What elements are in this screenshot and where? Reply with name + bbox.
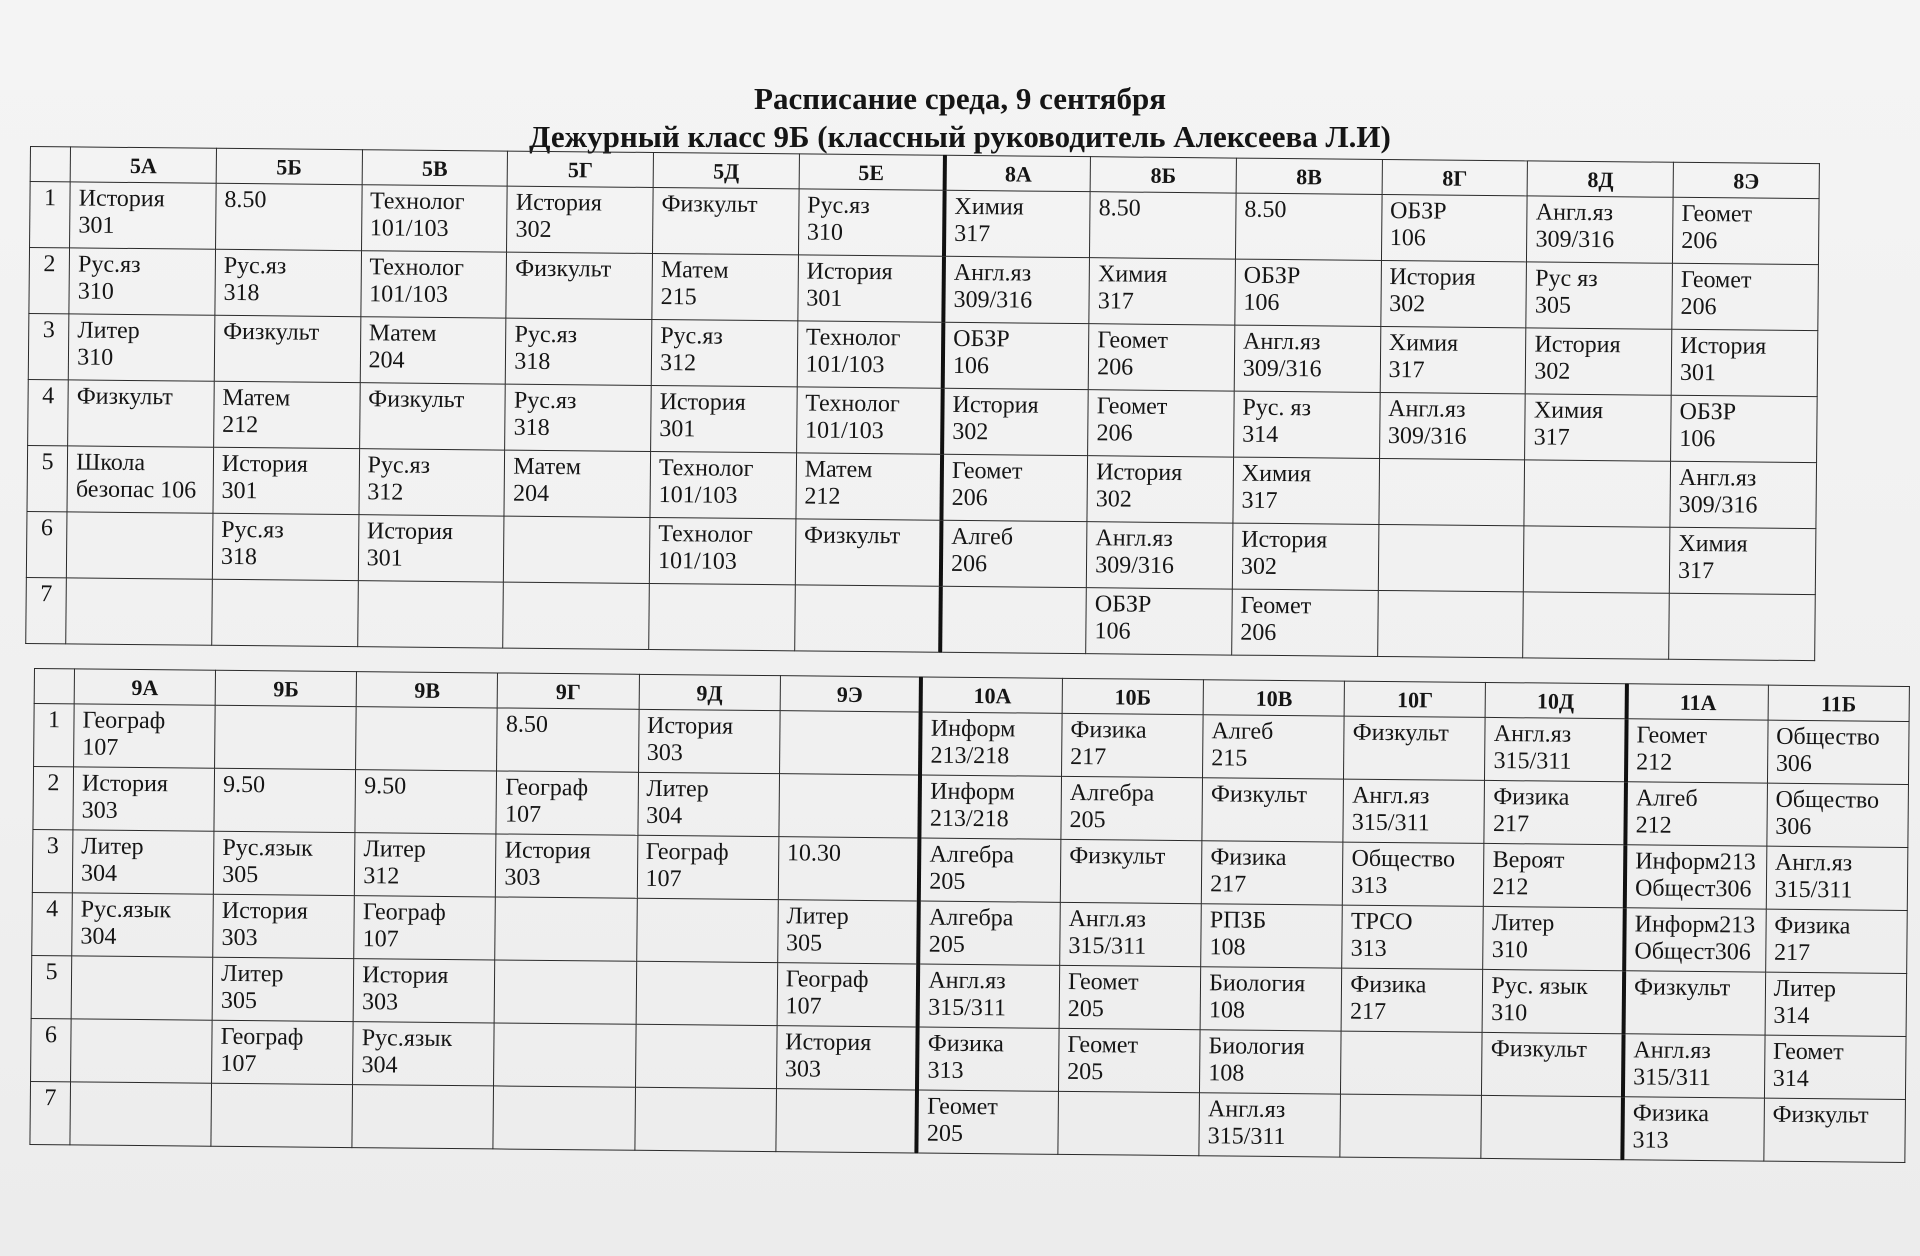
lesson-cell: Физкульт — [1482, 1032, 1624, 1096]
lesson-cell: Рус.яз 318 — [212, 513, 358, 580]
lesson-number: 1 — [30, 182, 71, 248]
lesson-cell — [779, 711, 921, 775]
lesson-cell: Общество 313 — [1343, 842, 1485, 906]
lesson-cell: История 302 — [1087, 456, 1233, 523]
lesson-cell: Англ.яз 315/311 — [1766, 846, 1908, 910]
lesson-cell — [352, 1085, 494, 1149]
lesson-number: 2 — [33, 767, 74, 830]
lesson-cell — [70, 1082, 212, 1146]
lesson-cell — [495, 897, 637, 961]
lesson-cell — [636, 961, 778, 1025]
lesson-number: 7 — [30, 1081, 71, 1144]
lesson-cell: РПЗБ 108 — [1201, 904, 1343, 968]
lesson-cell: 8.50 — [1090, 192, 1236, 259]
lesson-cell: Англ.яз 315/311 — [1623, 1034, 1765, 1098]
lesson-cell: Рус.яз 318 — [505, 384, 651, 451]
lesson-cell: Рус.яз 318 — [215, 249, 361, 316]
lesson-cell: История 301 — [798, 255, 944, 322]
lesson-cell: Школа безопас 106 — [67, 446, 213, 513]
class-header: 5Г — [507, 151, 653, 187]
lesson-cell: Физкульт — [1764, 1098, 1906, 1162]
class-header: 10Д — [1486, 682, 1627, 718]
lesson-cell: Технолог 101/103 — [650, 451, 796, 518]
lesson-cell — [1524, 526, 1670, 593]
lesson-cell: История 302 — [1232, 523, 1378, 590]
lesson-cell: Рус. яз 314 — [1234, 391, 1380, 458]
lesson-cell: ТРСО 313 — [1342, 905, 1484, 969]
lesson-cell: ОБЗР 106 — [1235, 259, 1381, 326]
lesson-cell: Рус.яз 318 — [506, 318, 652, 385]
lesson-cell — [1377, 590, 1523, 657]
schedule-table-grades-9-11 — [29, 668, 1909, 1163]
lesson-cell: Геомет 212 — [1626, 719, 1768, 783]
lesson-cell — [71, 956, 213, 1020]
lesson-number: 4 — [28, 379, 69, 445]
lesson-cell: История 303 — [776, 1026, 918, 1090]
class-header: 9А — [74, 669, 215, 705]
lesson-cell: Физкульт — [214, 315, 360, 382]
lesson-cell: Матем 212 — [214, 381, 360, 448]
lesson-cell: Физкульт — [1202, 778, 1344, 842]
lesson-cell: Англ.яз 315/311 — [1060, 902, 1202, 966]
lesson-cell: ОБЗР 106 — [943, 322, 1089, 389]
lesson-cell — [495, 960, 637, 1024]
lesson-cell: Литер 304 — [638, 772, 780, 836]
class-header: 5Е — [799, 154, 945, 190]
lesson-cell: Физика 217 — [1062, 713, 1204, 777]
lesson-cell: Общество 306 — [1767, 720, 1909, 784]
lesson-cell — [493, 1086, 635, 1150]
lesson-cell: Англ.яз 309/316 — [1527, 196, 1673, 263]
lesson-cell — [494, 1023, 636, 1087]
lesson-cell — [1523, 592, 1669, 659]
lesson-cell: Физика 313 — [1622, 1097, 1764, 1161]
lesson-cell: Информ213 Общест306 — [1624, 908, 1766, 972]
lesson-cell — [66, 578, 212, 645]
lesson-cell: Технолог 101/103 — [796, 387, 942, 454]
lesson-cell: Химия 317 — [944, 190, 1090, 257]
lesson-number: 6 — [31, 1018, 72, 1081]
lesson-cell: 9.50 — [214, 768, 356, 832]
lesson-cell: Геомет 206 — [1672, 263, 1819, 330]
lesson-cell: Литер 312 — [355, 833, 497, 897]
class-header: 5А — [70, 147, 216, 183]
lesson-cell — [1058, 1091, 1200, 1155]
lesson-cell — [71, 1019, 213, 1083]
lesson-cell: Физика 217 — [1765, 909, 1907, 973]
lesson-cell: Химия 317 — [1089, 258, 1235, 325]
lesson-cell: История 302 — [1380, 260, 1526, 327]
lesson-cell: История 301 — [213, 447, 359, 514]
lesson-number-header — [30, 147, 71, 182]
class-header: 8Э — [1673, 162, 1819, 198]
lesson-cell: Алгеб 212 — [1625, 782, 1767, 846]
lesson-cell: Физика 217 — [1201, 841, 1343, 905]
lesson-cell: Географ 107 — [496, 771, 638, 835]
lesson-cell: Литер 305 — [212, 957, 354, 1021]
lesson-cell: Геомет 206 — [1088, 324, 1234, 391]
lesson-cell: Англ.яз 309/316 — [1670, 461, 1817, 528]
lesson-cell: Геомет 206 — [1673, 197, 1820, 264]
class-header: 9Б — [215, 670, 356, 706]
lesson-cell — [649, 583, 795, 650]
lesson-cell: Физкульт — [653, 187, 799, 254]
class-header: 10Г — [1344, 681, 1485, 717]
lesson-cell — [357, 581, 503, 648]
lesson-cell: Рус.яз 310 — [69, 248, 215, 315]
lesson-cell: Химия 317 — [1525, 394, 1671, 461]
lesson-cell — [634, 1087, 776, 1151]
lesson-cell — [1524, 460, 1670, 527]
lesson-number-header — [34, 669, 74, 704]
lesson-number: 1 — [34, 704, 75, 767]
lesson-cell: Англ.яз 309/316 — [1379, 392, 1525, 459]
class-header: 11Б — [1768, 685, 1910, 721]
lesson-cell: Литер 310 — [68, 314, 214, 381]
lesson-number: 7 — [26, 577, 67, 643]
lesson-cell: История 303 — [496, 834, 638, 898]
lesson-cell: Алгеб 215 — [1203, 715, 1345, 779]
class-header: 8А — [945, 155, 1091, 191]
lesson-cell: Геомет 314 — [1764, 1035, 1906, 1099]
class-header: 5Б — [216, 148, 362, 184]
lesson-cell: Англ.яз 315/311 — [1343, 779, 1485, 843]
lesson-cell: Информ213 Общест306 — [1625, 845, 1767, 909]
lesson-cell: Рус.яз 312 — [359, 449, 505, 516]
class-header: 9В — [356, 672, 497, 708]
lesson-cell: Алгебра 205 — [919, 838, 1061, 902]
lesson-cell: Информ 213/218 — [920, 712, 1062, 776]
page-subtitle: Дежурный класс 9Б (классный руководитель Алексеева Л.И) — [529, 119, 1391, 154]
lesson-cell: Рус.язык 304 — [72, 893, 214, 957]
lesson-cell: Физкульт — [68, 380, 214, 447]
lesson-number: 6 — [26, 511, 67, 577]
lesson-cell: Рус.язык 305 — [214, 831, 356, 895]
lesson-cell: История 302 — [1526, 328, 1672, 395]
lesson-cell — [1341, 1031, 1483, 1095]
lesson-cell — [1669, 593, 1816, 660]
lesson-cell: ОБЗР 106 — [1381, 194, 1527, 261]
lesson-cell: Рус. язык 310 — [1483, 969, 1625, 1033]
lesson-cell: 10.30 — [778, 837, 920, 901]
lesson-cell: Алгебра 205 — [919, 901, 1061, 965]
class-header: 8В — [1236, 158, 1382, 194]
lesson-cell: Физика 217 — [1341, 968, 1483, 1032]
lesson-cell: Биология 108 — [1200, 967, 1342, 1031]
lesson-cell: История 303 — [213, 894, 355, 958]
lesson-number: 5 — [31, 955, 72, 1018]
lesson-cell: Химия 317 — [1233, 457, 1379, 524]
lesson-cell: Информ 213/218 — [920, 775, 1062, 839]
lesson-number: 3 — [32, 829, 73, 892]
lesson-cell: Географ 107 — [777, 963, 919, 1027]
lesson-cell: Географ 107 — [74, 704, 216, 768]
lesson-cell: Англ.яз 315/311 — [1485, 717, 1627, 781]
lesson-cell — [794, 585, 940, 652]
lesson-cell: Матем 212 — [796, 453, 942, 520]
lesson-cell: Физкульт — [1624, 971, 1766, 1035]
lesson-cell: Технолог 101/103 — [361, 251, 507, 318]
lesson-cell: Географ 107 — [212, 1020, 354, 1084]
lesson-cell: ОБЗР 106 — [1671, 395, 1818, 462]
lesson-cell — [1379, 458, 1525, 525]
lesson-cell: Геомет 206 — [1232, 589, 1378, 656]
lesson-cell: Алгеб 206 — [941, 520, 1087, 587]
lesson-cell: Рус.язык 304 — [353, 1022, 495, 1086]
lesson-cell: Англ.яз 315/311 — [918, 964, 1060, 1028]
lesson-cell: 9.50 — [355, 770, 497, 834]
class-header: 9Э — [780, 676, 921, 712]
lesson-cell: Технолог 101/103 — [649, 517, 795, 584]
lesson-cell: Физкульт — [1060, 839, 1202, 903]
lesson-cell: Рус яз 305 — [1526, 262, 1672, 329]
lesson-cell: Англ.яз 309/316 — [943, 256, 1089, 323]
class-header: 5В — [362, 150, 508, 186]
lesson-cell: 8.50 — [1235, 193, 1381, 260]
lesson-cell — [1378, 524, 1524, 591]
lesson-cell — [504, 516, 650, 583]
lesson-number: 2 — [29, 248, 70, 314]
class-header: 10А — [921, 677, 1062, 713]
class-header: 9Г — [498, 673, 639, 709]
lesson-cell: Матем 204 — [360, 317, 506, 384]
class-header: 5Д — [653, 152, 799, 188]
class-header: 10Б — [1062, 678, 1203, 714]
lesson-cell — [1340, 1094, 1482, 1158]
lesson-cell: Литер 314 — [1765, 972, 1907, 1036]
lesson-cell: 8.50 — [215, 183, 361, 250]
lesson-cell: Физкульт — [506, 252, 652, 319]
lesson-cell: Физика 217 — [1484, 780, 1626, 844]
lesson-cell: Рус.яз 310 — [798, 189, 944, 256]
lesson-cell: Геомет 205 — [1059, 965, 1201, 1029]
lesson-cell: История 301 — [358, 515, 504, 582]
lesson-cell: История 303 — [353, 959, 495, 1023]
lesson-cell: Географ 107 — [354, 896, 496, 960]
lesson-cell: Алгебра 205 — [1061, 776, 1203, 840]
lesson-cell: Литер 305 — [777, 900, 919, 964]
lesson-cell — [503, 582, 649, 649]
lesson-cell: История 302 — [942, 388, 1088, 455]
lesson-cell: Технолог 101/103 — [797, 321, 943, 388]
lesson-cell: История 303 — [638, 709, 780, 773]
lesson-cell — [1481, 1095, 1623, 1159]
lesson-cell — [940, 586, 1086, 653]
lesson-cell: Геомет 205 — [917, 1090, 1059, 1154]
lesson-number: 3 — [28, 313, 69, 379]
schedule-table-grades-5-8 — [25, 146, 1820, 661]
lesson-cell: Англ.яз 309/316 — [1234, 325, 1380, 392]
lesson-cell: Геомет 206 — [941, 454, 1087, 521]
lesson-cell: Матем 204 — [504, 450, 650, 517]
lesson-cell: ОБЗР 106 — [1086, 588, 1232, 655]
lesson-cell — [215, 705, 357, 769]
lesson-cell: История 302 — [507, 186, 653, 253]
lesson-cell: Матем 215 — [652, 253, 798, 320]
lesson-cell — [212, 579, 358, 646]
lesson-cell: Химия 317 — [1380, 326, 1526, 393]
lesson-cell — [356, 707, 498, 771]
lesson-cell — [67, 512, 213, 579]
class-header: 8Б — [1090, 157, 1236, 193]
lesson-cell: Геомет 206 — [1088, 390, 1234, 457]
lesson-cell: Геомет 205 — [1058, 1028, 1200, 1092]
lesson-cell: Англ.яз 309/316 — [1087, 522, 1233, 589]
lesson-cell: 8.50 — [497, 708, 639, 772]
lesson-cell: Физкульт — [1344, 716, 1486, 780]
lesson-cell: Физика 313 — [917, 1027, 1059, 1091]
lesson-cell: Рус.яз 312 — [651, 319, 797, 386]
lesson-cell — [635, 1024, 777, 1088]
lesson-cell: Физкульт — [795, 519, 941, 586]
lesson-cell: Литер 310 — [1483, 906, 1625, 970]
class-header: 8Д — [1527, 161, 1673, 197]
page-title: Расписание среда, 9 сентября — [754, 81, 1166, 116]
lesson-number: 4 — [32, 892, 73, 955]
class-header: 9Д — [639, 674, 780, 710]
lesson-cell: Литер 304 — [72, 830, 214, 894]
lesson-cell — [779, 774, 921, 838]
lesson-cell: История 303 — [73, 767, 215, 831]
class-header: 8Г — [1382, 159, 1528, 195]
class-header: 10В — [1203, 680, 1344, 716]
lesson-cell — [636, 898, 778, 962]
lesson-cell: Общество 306 — [1767, 783, 1909, 847]
lesson-cell: Химия 317 — [1669, 527, 1816, 594]
lesson-cell: Англ.яз 315/311 — [1199, 1093, 1341, 1157]
lesson-cell: Технолог 101/103 — [361, 185, 507, 252]
lesson-cell: Биология 108 — [1200, 1030, 1342, 1094]
class-header: 11А — [1627, 684, 1768, 720]
lesson-cell: Географ 107 — [637, 835, 779, 899]
lesson-number: 5 — [27, 445, 68, 511]
lesson-cell: История 301 — [1671, 329, 1818, 396]
lesson-cell — [776, 1089, 918, 1153]
lesson-cell: Физкульт — [359, 383, 505, 450]
lesson-cell: История 301 — [70, 182, 216, 249]
lesson-cell: История 301 — [651, 385, 797, 452]
lesson-cell: Вероят 212 — [1484, 843, 1626, 907]
lesson-cell — [211, 1083, 353, 1147]
